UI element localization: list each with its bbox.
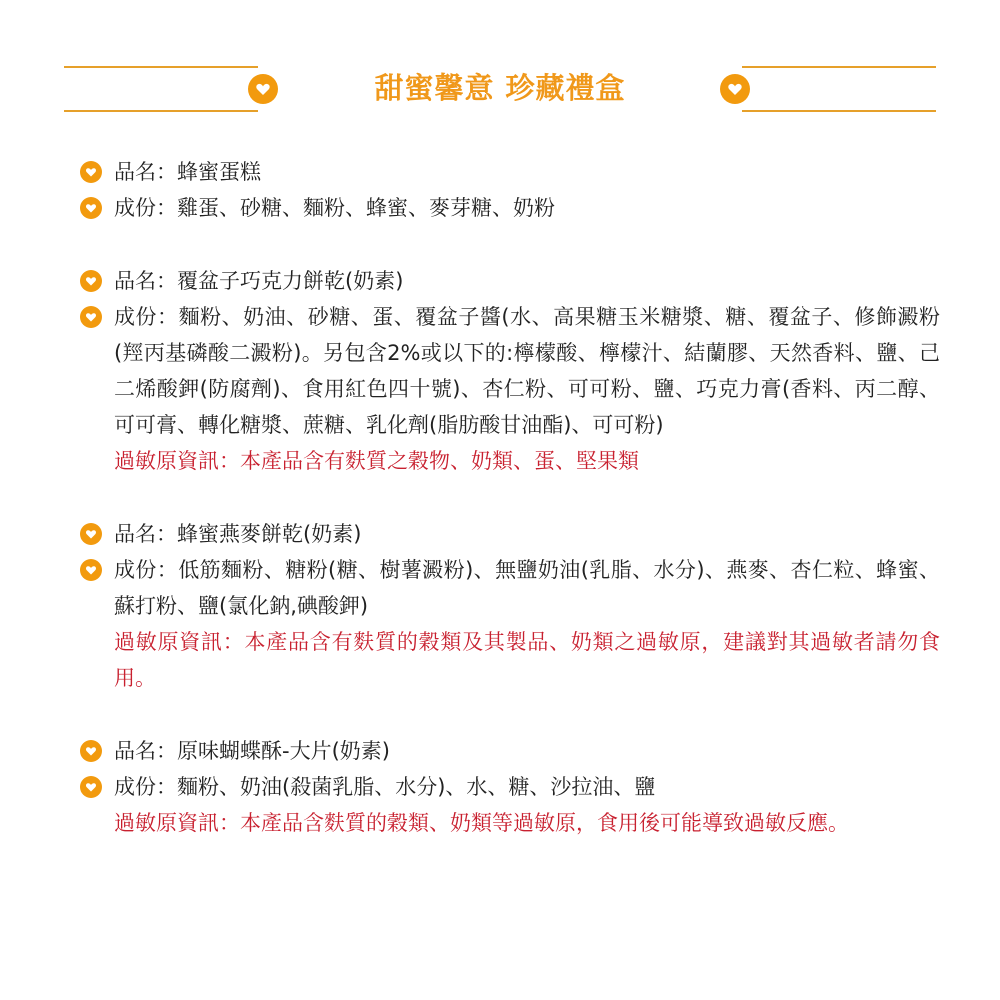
heart-bullet-icon xyxy=(80,161,102,183)
header xyxy=(0,0,1000,140)
ingredients-text: 成份：雞蛋、砂糖、麵粉、蜂蜜、麥芽糖、奶粉 xyxy=(114,196,555,220)
allergen-info: 過敏原資訊：本產品含有麩質之穀物、奶類、蛋、堅果類 xyxy=(114,449,639,473)
page-title: 甜蜜馨意 珍藏禮盒 xyxy=(374,71,626,105)
heart-bullet-icon xyxy=(80,197,102,219)
product-item xyxy=(80,263,940,479)
product-name-row xyxy=(80,263,940,299)
heart-bullet-icon xyxy=(80,559,102,581)
product-name-row xyxy=(80,733,940,769)
heart-circle-icon xyxy=(248,74,278,104)
ingredients-text: 成份：麵粉、奶油(殺菌乳脂、水分)、水、糖、沙拉油、鹽 xyxy=(114,775,656,799)
product-name: 品名：蜂蜜燕麥餅乾(奶素) xyxy=(114,522,362,546)
heart-bullet-icon xyxy=(80,776,102,798)
decorative-line xyxy=(742,110,936,112)
allergen-info: 過敏原資訊：本產品含有麩質的穀類及其製品、奶類之過敏原，建議對其過敏者請勿食用。 xyxy=(114,630,940,690)
ingredients-row xyxy=(80,299,940,443)
heart-circle-icon xyxy=(720,74,750,104)
ingredients-row xyxy=(80,552,940,624)
product-list xyxy=(80,154,940,878)
ingredients-text: 成份：麵粉、奶油、砂糖、蛋、覆盆子醬(水、高果糖玉米糖漿、糖、覆盆子、修飾澱粉(羥丙基磷酸二澱粉)。另包含2%或以下的:檸檬酸、檸檬汁、結蘭膠、天然香料、鹽、己二烯酸鉀(防腐劑)、食用紅色四十號)、杏仁粉、可可粉、鹽、巧克力膏(香料、丙二醇、可可膏、轉化糖漿、蔗糖、乳化劑(脂肪酸甘油酯)、可可粉) xyxy=(114,305,940,437)
heart-bullet-icon xyxy=(80,523,102,545)
allergen-info: 過敏原資訊：本產品含麩質的穀類、奶類等過敏原，食用後可能導致過敏反應。 xyxy=(114,811,849,835)
product-item xyxy=(80,733,940,841)
decorative-line xyxy=(64,110,258,112)
product-item xyxy=(80,154,940,226)
product-item xyxy=(80,516,940,696)
ingredients-row xyxy=(80,769,940,805)
product-name: 品名：覆盆子巧克力餅乾(奶素) xyxy=(114,269,404,293)
decorative-line xyxy=(64,66,258,68)
heart-bullet-icon xyxy=(80,740,102,762)
ingredients-text: 成份：低筋麵粉、糖粉(糖、樹薯澱粉)、無鹽奶油(乳脂、水分)、燕麥、杏仁粒、蜂蜜、蘇打粉、鹽(氯化鈉,碘酸鉀) xyxy=(114,558,940,618)
decorative-line xyxy=(742,66,936,68)
ingredients-row xyxy=(80,190,940,226)
product-name: 品名：蜂蜜蛋糕 xyxy=(114,160,261,184)
product-name: 品名：原味蝴蝶酥-大片(奶素) xyxy=(114,739,390,763)
heart-bullet-icon xyxy=(80,270,102,292)
product-name-row xyxy=(80,154,940,190)
heart-bullet-icon xyxy=(80,306,102,328)
product-name-row xyxy=(80,516,940,552)
